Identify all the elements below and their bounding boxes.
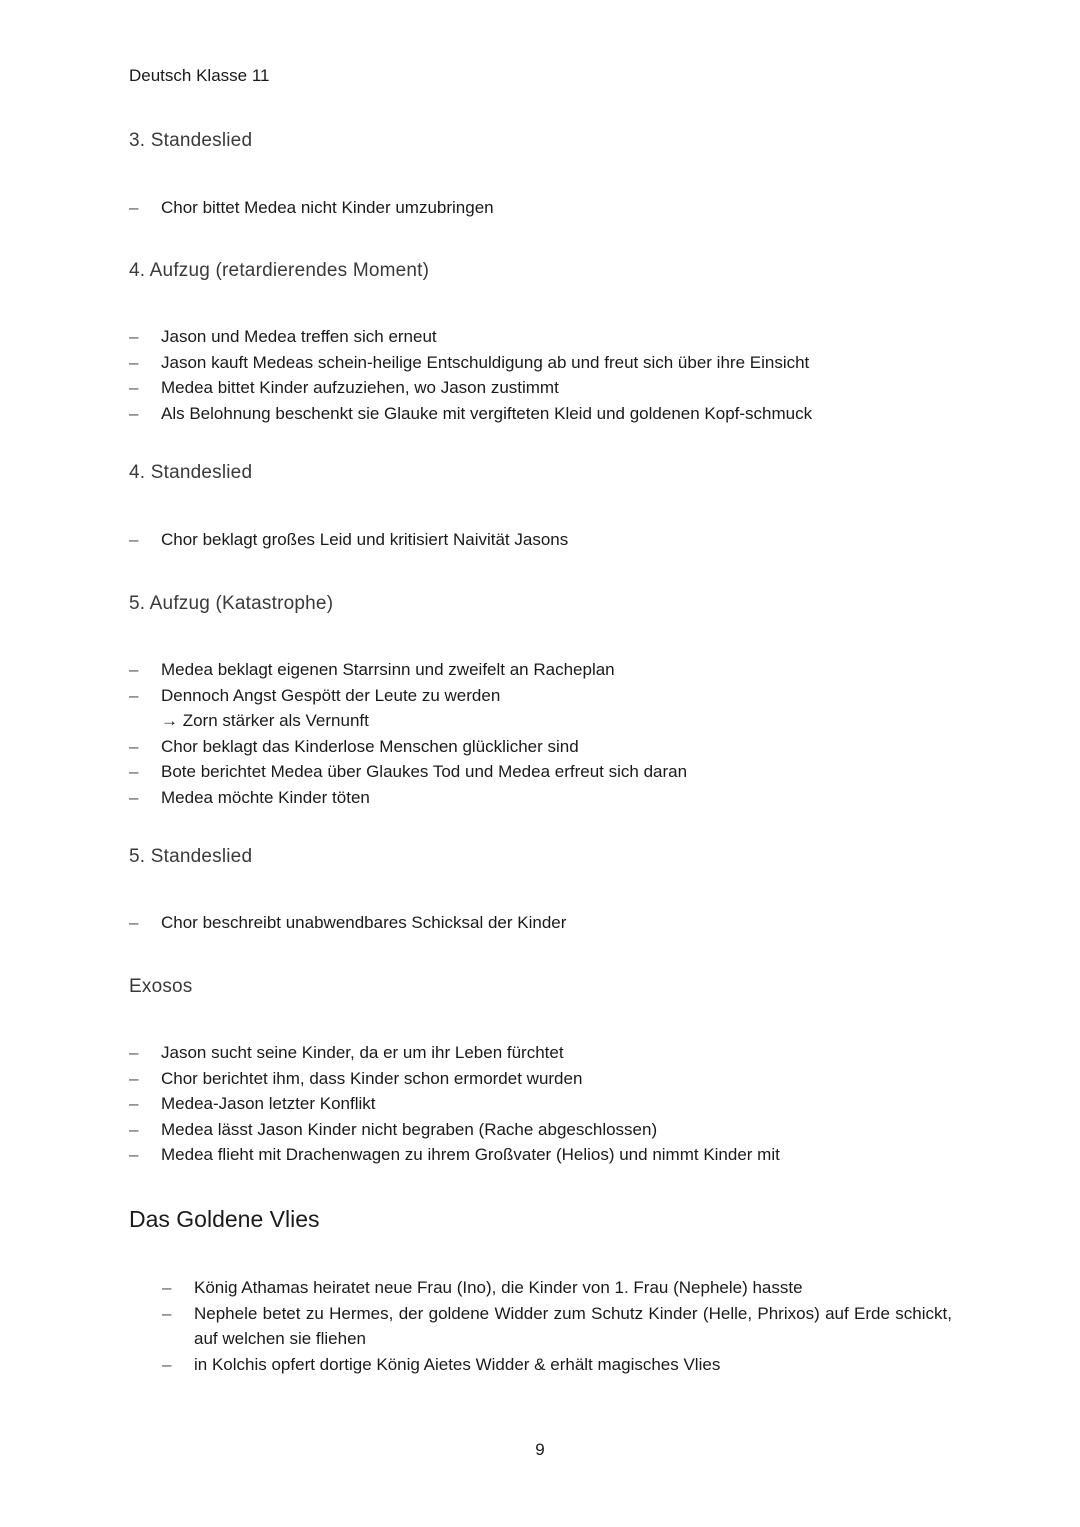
dash-icon: – (129, 1119, 139, 1139)
section-heading: Exosos (129, 976, 193, 997)
bullet-list (162, 1275, 952, 1377)
list-item: – Jason sucht seine Kinder, da er um ihr Leben fürchtet (129, 1040, 780, 1066)
list-item: – Medea bittet Kinder aufzuziehen, wo Jason zustimmt (129, 375, 812, 401)
section-heading: 3. Standeslied (129, 130, 253, 151)
list-item: – Chor berichtet ihm, dass Kinder schon ermordet wurden (129, 1066, 780, 1092)
list-item: – Chor bittet Medea nicht Kinder umzubringen (129, 195, 494, 221)
list-item: – Jason und Medea treffen sich erneut (129, 324, 812, 350)
list-item: – Jason kauft Medeas schein-heilige Entschuldigung ab und freut sich über ihre Einsicht (129, 350, 812, 376)
dash-icon: – (162, 1303, 172, 1323)
list-item: – Nephele betet zu Hermes, der goldene Widder zum Schutz Kinder (Helle, Phrixos) auf Erde schickt, auf welchen sie fliehen (162, 1301, 952, 1352)
dash-icon: – (129, 660, 139, 679)
list-item: – Medea möchte Kinder töten (129, 785, 687, 811)
dash-icon: – (129, 1145, 139, 1164)
dash-icon: – (129, 403, 139, 423)
section-title: Das Goldene Vlies (129, 1206, 320, 1232)
list-item: – Chor beklagt das Kinderlose Menschen glücklicher sind (129, 734, 687, 760)
list-item: – Chor beschreibt unabwendbares Schicksal der Kinder (129, 910, 566, 936)
bullet-list (129, 910, 566, 936)
dash-icon: – (129, 378, 139, 397)
list-subnote: → Zorn stärker als Vernunft (161, 711, 369, 730)
page-header: Deutsch Klasse 11 (129, 66, 270, 85)
dash-icon: – (129, 736, 139, 756)
list-item: – Medea flieht mit Drachenwagen zu ihrem Großvater (Helios) und nimmt Kinder mit (129, 1142, 780, 1168)
section-heading: 4. Aufzug (retardierendes Moment) (129, 260, 430, 281)
dash-icon: – (129, 352, 139, 372)
list-item: – Bote berichtet Medea über Glaukes Tod und Medea erfreut sich daran (129, 759, 687, 785)
dash-icon: – (129, 685, 139, 705)
bullet-list (129, 1040, 780, 1168)
dash-icon: – (129, 1068, 139, 1088)
dash-icon: – (129, 530, 139, 549)
list-item: – Als Belohnung beschenkt sie Glauke mit vergifteten Kleid und goldenen Kopf-schmuck (129, 401, 812, 427)
dash-icon: – (129, 1094, 139, 1113)
dash-icon: – (129, 198, 139, 217)
page-number: 9 (535, 1440, 545, 1459)
bullet-list (129, 657, 687, 810)
list-item: – Medea-Jason letzter Konflikt (129, 1091, 780, 1117)
list-item: – Medea lässt Jason Kinder nicht begraben (Rache abgeschlossen) (129, 1117, 780, 1143)
list-item: – in Kolchis opfert dortige König Aietes Widder & erhält magisches Vlies (162, 1352, 952, 1378)
bullet-list (129, 195, 494, 221)
dash-icon: – (129, 787, 139, 807)
list-item: – Medea beklagt eigenen Starrsinn und zweifelt an Racheplan (129, 657, 687, 683)
list-item: – Dennoch Angst Gespött der Leute zu werden (129, 683, 687, 709)
dash-icon: – (129, 327, 139, 346)
dash-icon: – (129, 762, 139, 781)
section-heading: 5. Standeslied (129, 846, 253, 867)
section-heading: 5. Aufzug (Katastrophe) (129, 593, 334, 614)
bullet-list (129, 324, 812, 426)
dash-icon: – (129, 913, 139, 932)
bullet-list (129, 527, 568, 553)
list-item: – Chor beklagt großes Leid und kritisiert Naivität Jasons (129, 527, 568, 553)
section-heading: 4. Standeslied (129, 462, 253, 483)
list-item: – König Athamas heiratet neue Frau (Ino), die Kinder von 1. Frau (Nephele) hasste (162, 1275, 952, 1301)
dash-icon: – (162, 1278, 172, 1297)
dash-icon: – (162, 1354, 172, 1374)
dash-icon: – (129, 1043, 139, 1062)
